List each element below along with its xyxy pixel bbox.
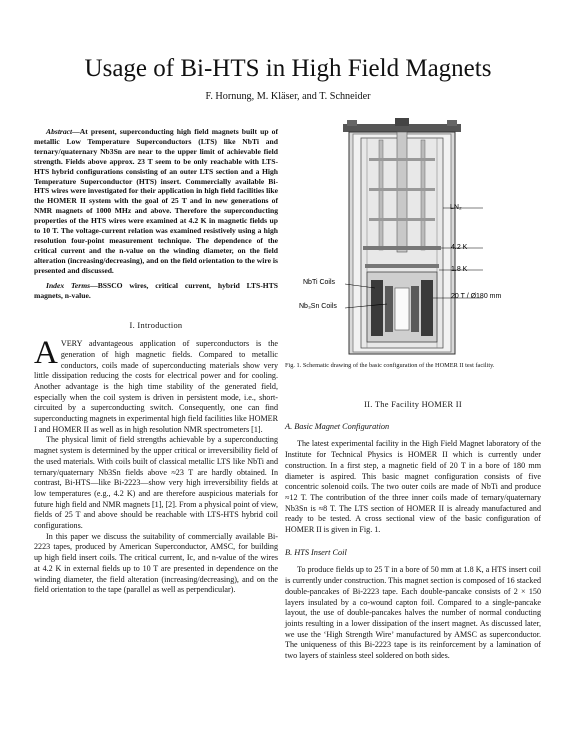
nb3sn-coil-left [385, 286, 393, 332]
label-field: 20 T / Ø180 mm [451, 293, 502, 300]
abstract-label: Abstract [46, 127, 73, 136]
abstract-text: —At present, superconducting high field magnets built up of metallic Low Temperature Superconductors (LTS) like NbTi and ternary/quaternary Nb3Sn are near to the upper limit of achievable field strength. Fields above approx. 23 T seem to be only reachable with LTS-HTS hybrid configurations consisting of an outer LTS section and a High Temperature Superconductor (HTS) insert. Commercially available Bi-HTS wires were investigated for their application in high field facilities like the HOMER II system with the goal of 25 T and in new generations of NMR magnets of 1000 MHz and above. Therefore the superconducting properties of the HTS wires were examined at 4.2 K in magnetic fields up to 10 T. The voltage-current relation was examined resistively using a high resolution four-point measurement technique. The dependence of the critical current and the n-value on the winding diameter, on the field alteration (increasing/decreasing), and on the field orientation to the wire is presented and discussed. [34, 127, 278, 275]
section-2a-paragraph: The latest experimental facility in the High Field Magnet laboratory of the Institute for Technical Physics is HOMER II which is currently under construction. In a first step, a magnetic field of 20 T in a bore of 180 mm diameter is aspired. This basic magnet configuration consists of five concentric solenoid coils. The two outer coils are made of NbTi and produce ≈12 T. The contribution of the three inner coils made of ternary/quaternary Nb3Sn is ≈8 T. The LTS section of HOMER II is already manufactured and ready to be tested. A cross sectional view of the basic configuration of HOMER II is given in Fig. 1. [285, 439, 541, 535]
label-ln2: LN₂ [450, 204, 462, 211]
intro-paragraph-2: The physical limit of field strengths achievable by a superconducting magnet system is determined by the upper critical or irreversibility field of the used materials. With coils built of classical metallic LTS like NbTi and ternary/quaternary Nb3Sn fields above ≈23 T are hardly obtained. In contrast, Bi-HTS—like Bi-2223—show very high irreversibility fields at low temperatures (e.g., 4.2 K) and are therefore auspicious materials for future high field and NMR magnets [1], [2]. From a physical point of view, fields of 25 T and above should be reachable with LTS-HTS hybrid coil configurations. [34, 435, 278, 531]
section-2-heading: II. The Facility HOMER II [364, 400, 462, 409]
paper-title: Usage of Bi-HTS in High Field Magnets [84, 55, 492, 82]
subsection-a-heading: A. Basic Magnet Configuration [285, 421, 390, 431]
paper-authors: F. Hornung, M. Kläser, and T. Schneider [205, 91, 371, 102]
section-1-heading: I. Introduction [129, 321, 183, 331]
section-2b-paragraph: To produce fields up to 25 T in a bore of 50 mm at 1.8 K, a HTS insert coil is currently under construction. This magnet section is composed of 16 stacked double-pancakes of Bi-2223 tape. Each double-pancake consists of 2 × 150 layers insulated by a co-wound capton foil. Compared to a single-pancake layout, the use of double-pancakes halves the number of normal conducting joints resulting in a lower dissipation of the insert magnet. As discussed later, we use the ‘High Strength Wire’ manufactured by AMSC as superconductor. The uniqueness of this Bi-2223 tape is its reinforcement by a lamination of two layers of stainless steel soldered on both sides. [285, 565, 541, 661]
intro-paragraph-3: In this paper we discuss the suitability of commercially available Bi-2223 tapes, produced by American Superconductor, AMSC, for building up high field insert coils. The critical current, Ic, and n-value of the wires at 4.2 K in external fields up to 10 T are presented in dependence on the winding diameter, the field alteration (increasing/decreasing), and on the field orientation to the tape (parallel as well as perpendicular). [34, 531, 278, 595]
port-left [347, 120, 357, 126]
subsection-b-heading: B. HTS Insert Coil [285, 547, 347, 557]
plate-1k8 [365, 264, 439, 268]
right-column [285, 386, 541, 662]
intro-paragraph-1 [34, 335, 278, 435]
figure-1 [283, 118, 545, 356]
label-4-2k: 4.2 K [451, 244, 468, 251]
bore [395, 288, 409, 330]
drop-cap: A [34, 335, 58, 372]
nb3sn-coil-right [411, 286, 419, 332]
label-nbti-coils: NbTi Coils [303, 279, 336, 286]
plate-4k [363, 246, 441, 250]
figure-caption: Fig. 1. Schematic drawing of the basic configuration of the HOMER II test facility. [285, 362, 495, 369]
index-terms-text: —BSSCO wires, critical current, hybrid LTS-HTS magnets, n-value. [34, 280, 279, 300]
intro-paragraph-1-text: VERY advantageous application of superconductors is the generation of high magnetic fields. Compared to metallic conductors, coils made of superconducting materials show very little dissipation reducing the costs for electrical power and for cooling. Another advantage is the high time stability of the generated field, especially when the coil system is driven in persistent mode, i.e., short-circuited by a superconducting switch. Consequently, one can find superconducting magnets in experimental high field facilities like HOMER I and HOMER II as well as in high resolution NMR spectrometers [1]. [34, 339, 278, 434]
central-tube [397, 132, 407, 252]
label-nb3sn-coils: Nb₃Sn Coils [299, 303, 337, 310]
abstract [34, 127, 278, 276]
label-1-8k: 1.8 K [451, 266, 468, 273]
homer-schematic [283, 118, 545, 356]
left-column [34, 127, 278, 596]
index-terms [34, 281, 278, 301]
nbti-coil-left [371, 280, 383, 336]
index-terms-label: Index Terms [46, 280, 91, 290]
port-center [395, 118, 409, 126]
figure-caption-block [285, 362, 541, 370]
port-right [447, 120, 457, 126]
nbti-coil-right [421, 280, 433, 336]
